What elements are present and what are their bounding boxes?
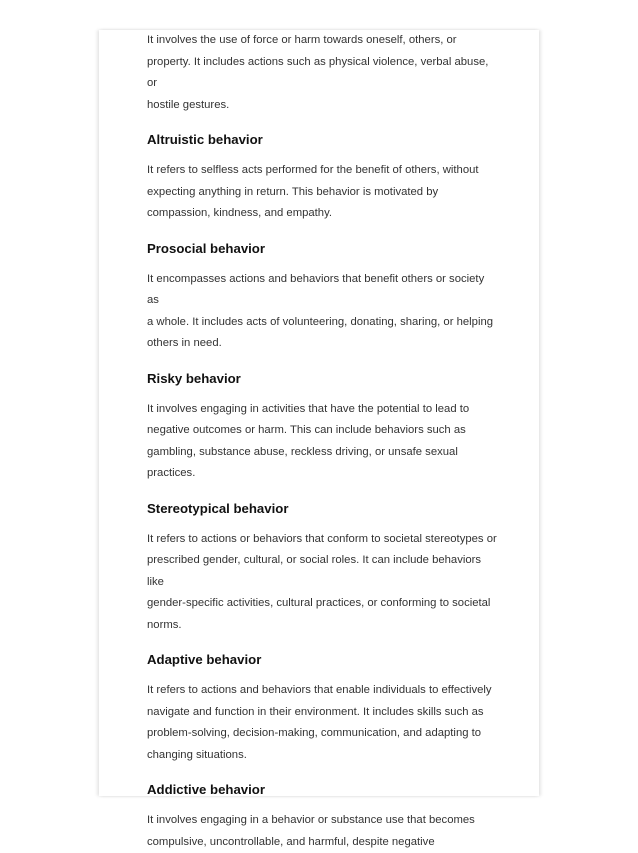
paragraph-line: a whole. It includes acts of volunteering, donating, sharing, or helping bbox=[147, 312, 497, 334]
paragraph-line: compassion, kindness, and empathy. bbox=[147, 203, 497, 225]
section-addictive-behavior bbox=[147, 780, 497, 853]
section-stereotypical-behavior bbox=[147, 499, 497, 637]
section-prosocial-behavior bbox=[147, 239, 497, 355]
section-heading: Prosocial behavior bbox=[147, 239, 497, 259]
paragraph-line: It encompasses actions and behaviors that benefit others or society as bbox=[147, 269, 497, 312]
paragraph-line: practices. bbox=[147, 463, 497, 485]
paragraph-line: It refers to selfless acts performed for the benefit of others, without bbox=[147, 160, 497, 182]
paragraph-line: problem-solving, decision-making, communication, and adapting to bbox=[147, 723, 497, 745]
section-heading: Addictive behavior bbox=[147, 780, 497, 800]
paragraph-line: It refers to actions or behaviors that conform to societal stereotypes or bbox=[147, 529, 497, 551]
paragraph-line: prescribed gender, cultural, or social roles. It can include behaviors like bbox=[147, 550, 497, 593]
section-heading: Adaptive behavior bbox=[147, 650, 497, 670]
section-risky-behavior bbox=[147, 369, 497, 485]
paragraph-line: It involves engaging in a behavior or substance use that becomes bbox=[147, 810, 497, 832]
paragraph-line: hostile gestures. bbox=[147, 95, 497, 117]
paragraph-line: changing situations. bbox=[147, 745, 497, 767]
section-heading: Risky behavior bbox=[147, 369, 497, 389]
paragraph-line: It involves the use of force or harm towards oneself, others, or bbox=[147, 30, 497, 52]
paragraph-line: expecting anything in return. This behavior is motivated by bbox=[147, 182, 497, 204]
document-content bbox=[147, 30, 497, 853]
paragraph-line: gambling, substance abuse, reckless driving, or unsafe sexual bbox=[147, 442, 497, 464]
paragraph-line: gender-specific activities, cultural practices, or conforming to societal bbox=[147, 593, 497, 615]
document-page bbox=[99, 30, 539, 796]
section-heading: Stereotypical behavior bbox=[147, 499, 497, 519]
section-adaptive-behavior bbox=[147, 650, 497, 766]
paragraph-line: negative outcomes or harm. This can include behaviors such as bbox=[147, 420, 497, 442]
paragraph-line: It involves engaging in activities that have the potential to lead to bbox=[147, 399, 497, 421]
section-heading: Altruistic behavior bbox=[147, 130, 497, 150]
paragraph-line: navigate and function in their environment. It includes skills such as bbox=[147, 702, 497, 724]
paragraph-line: property. It includes actions such as physical violence, verbal abuse, or bbox=[147, 52, 497, 95]
paragraph-line: compulsive, uncontrollable, and harmful, despite negative bbox=[147, 832, 497, 853]
paragraph-line: It refers to actions and behaviors that enable individuals to effectively bbox=[147, 680, 497, 702]
paragraph-line: others in need. bbox=[147, 333, 497, 355]
paragraph-line: norms. bbox=[147, 615, 497, 637]
intro-paragraph bbox=[147, 30, 497, 116]
section-altruistic-behavior bbox=[147, 130, 497, 225]
